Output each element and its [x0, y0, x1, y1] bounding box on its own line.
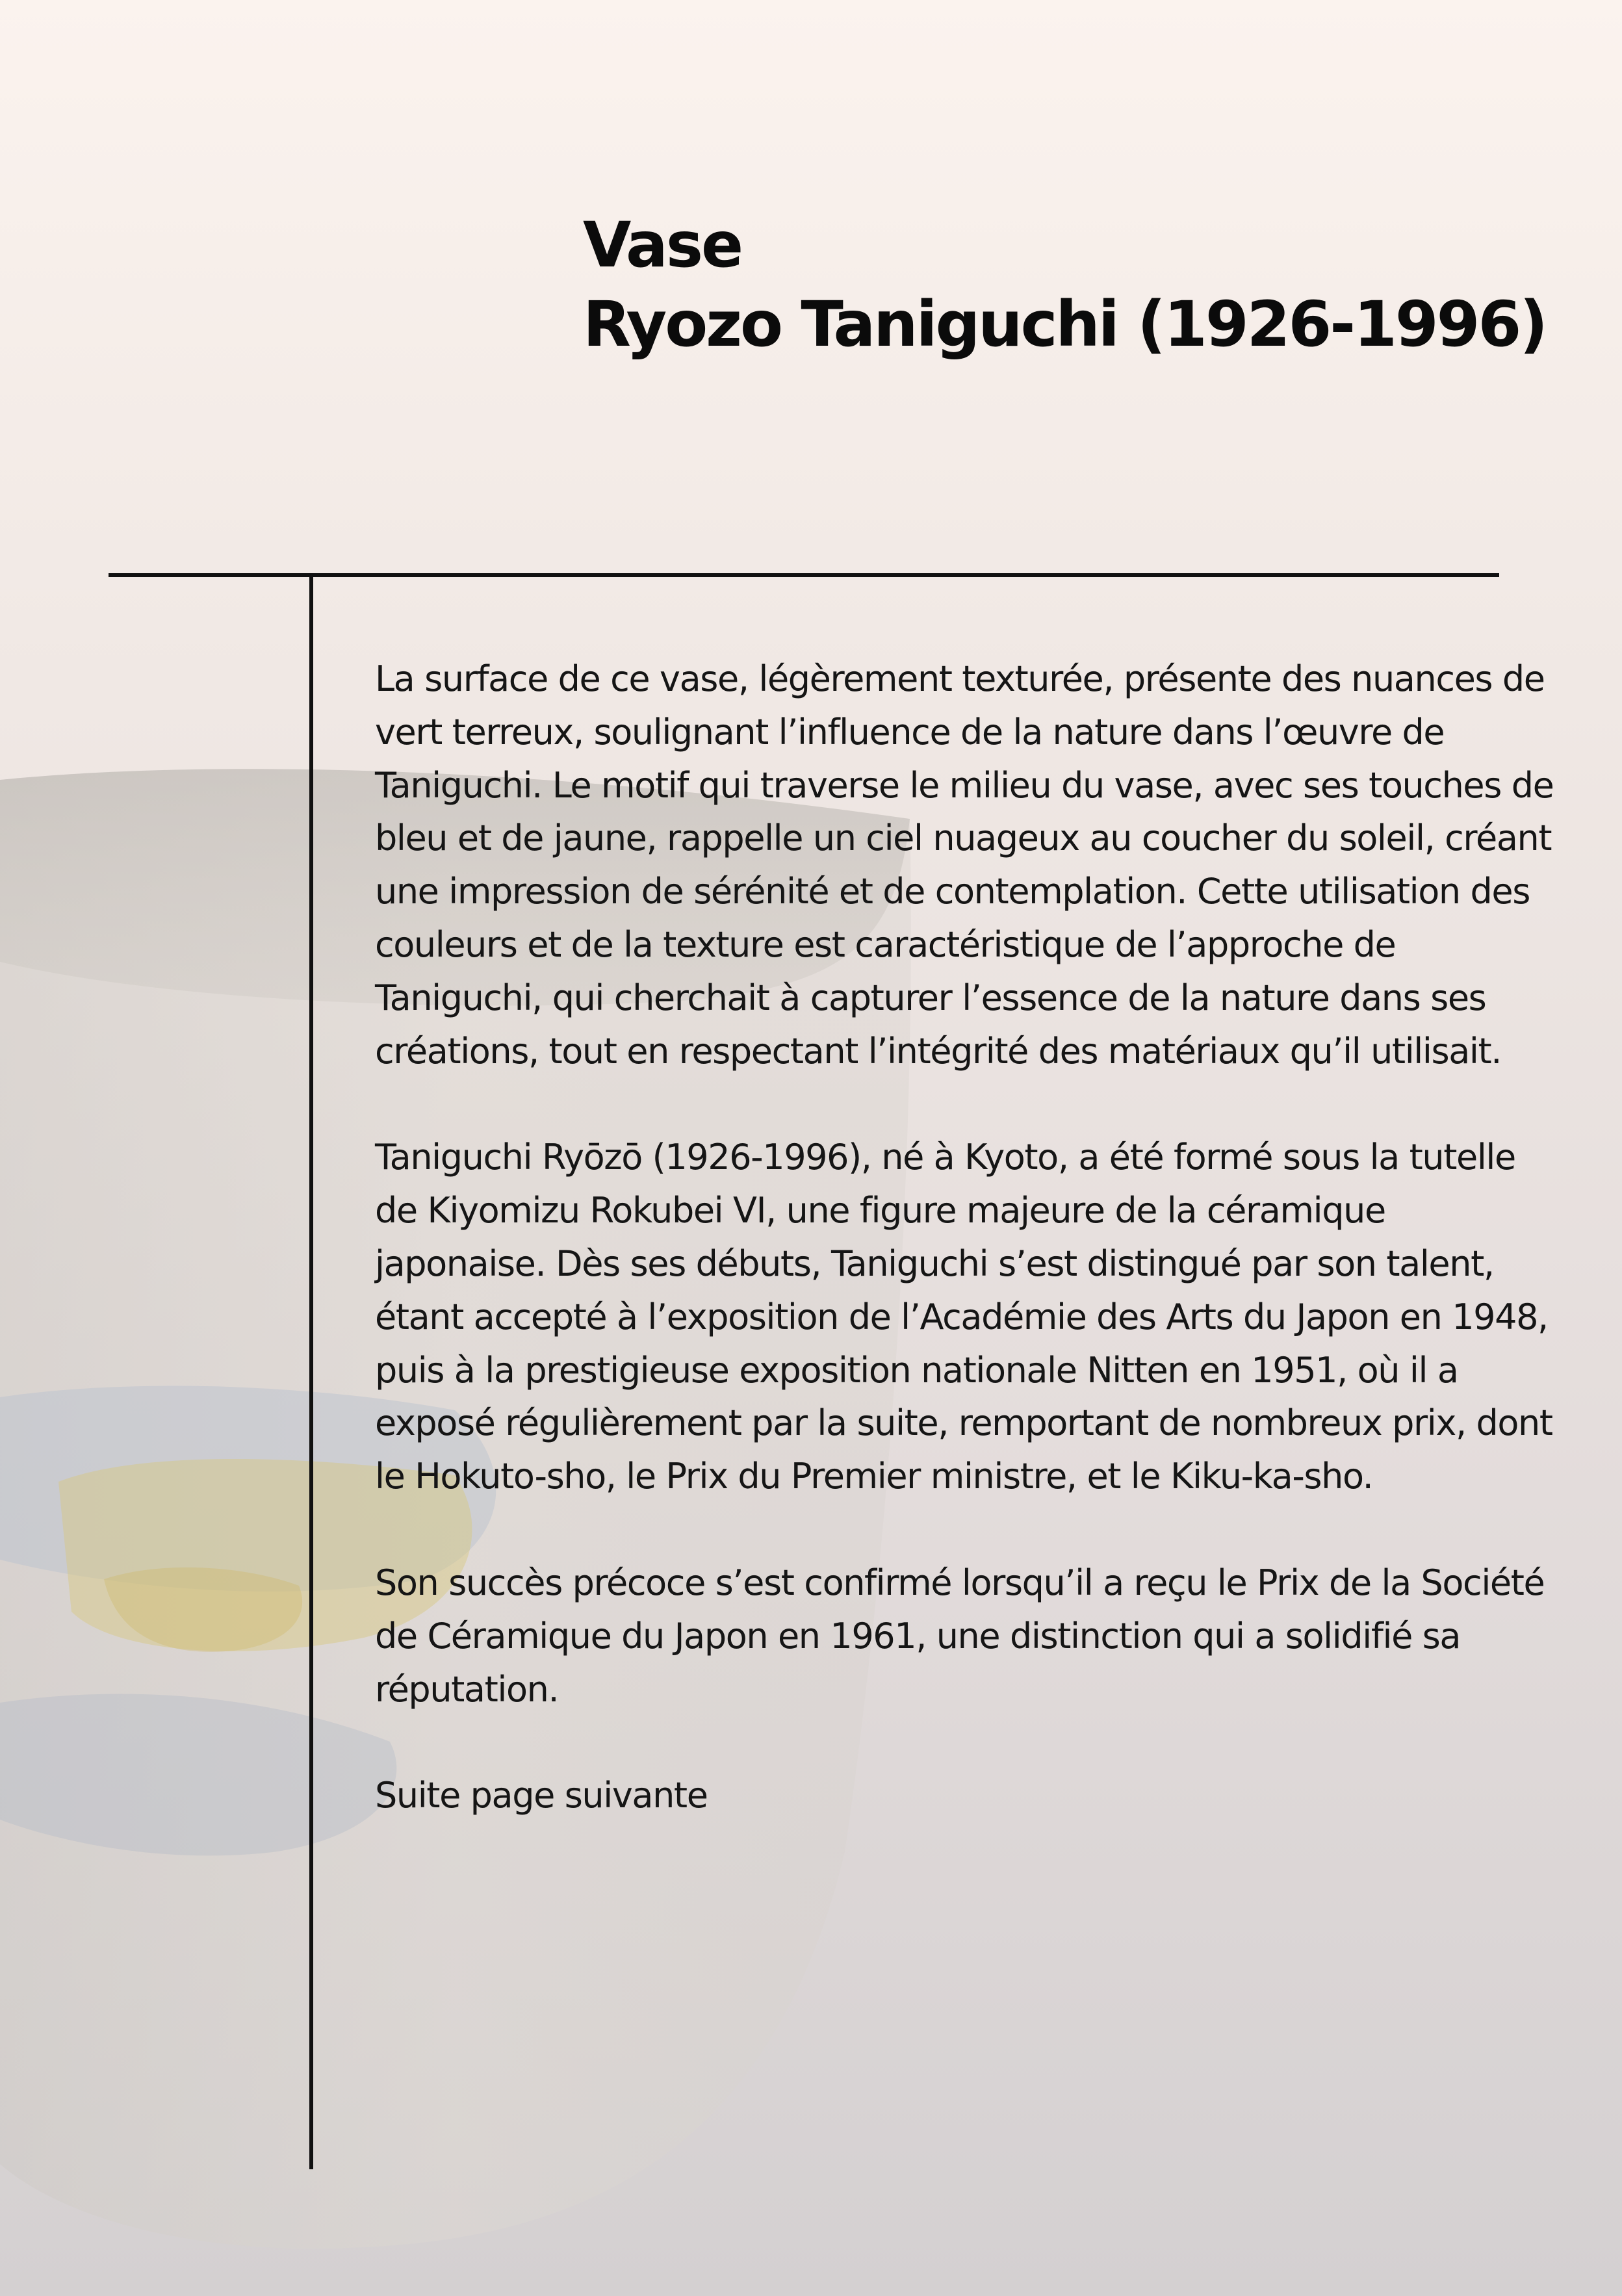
continuation-note: Suite page suivante — [375, 1775, 708, 1816]
title-artist-name: Ryozo Taniguchi (1926-1996) — [583, 288, 1547, 361]
title-object-name: Vase — [583, 209, 742, 281]
horizontal-divider — [109, 573, 1499, 577]
paragraph-description: La surface de ce vase, légèrement texturée, présente des nuances de vert terreux, soulignant l’influence de la nature dans l’œuvre de Taniguchi. Le motif qui traverse le milieu du vase, avec ses touches de bleu et de jaune, rappelle un ciel nuageux au coucher du soleil, créant une impression de sérénité et de contemplation. Cette utilisation des couleurs et de la texture est caractéristique de l’approche de Taniguchi, qui cherchait à capturer l’essence de la nature dans ses créations, tout en respectant l’intégrité des matériaux qu’il utilisait. — [375, 658, 1554, 1072]
paragraph-recognition: Son succès précoce s’est confirmé lorsqu’il a reçu le Prix de la Société de Céramique du Japon en 1961, une distinction qui a solidifié sa réputation. — [375, 1562, 1545, 1710]
vertical-divider — [309, 573, 313, 2169]
body-text — [375, 652, 1564, 1822]
paragraph-biography: Taniguchi Ryōzō (1926-1996), né à Kyoto, a été formé sous la tutelle de Kiyomizu Rokubei VI, une figure majeure de la céramique japonaise. Dès ses débuts, Taniguchi s’est distingué par son talent, étant accepté à l’exposition de l’Académie des Arts du Japon en 1948, puis à la prestigieuse exposition nationale Nitten en 1951, où il a exposé régulièrement par la suite, remportant de nombreux prix, dont le Hokuto-sho, le Prix du Premier ministre, et le Kiku-ka-sho. — [375, 1137, 1552, 1497]
page-title — [583, 205, 1546, 364]
